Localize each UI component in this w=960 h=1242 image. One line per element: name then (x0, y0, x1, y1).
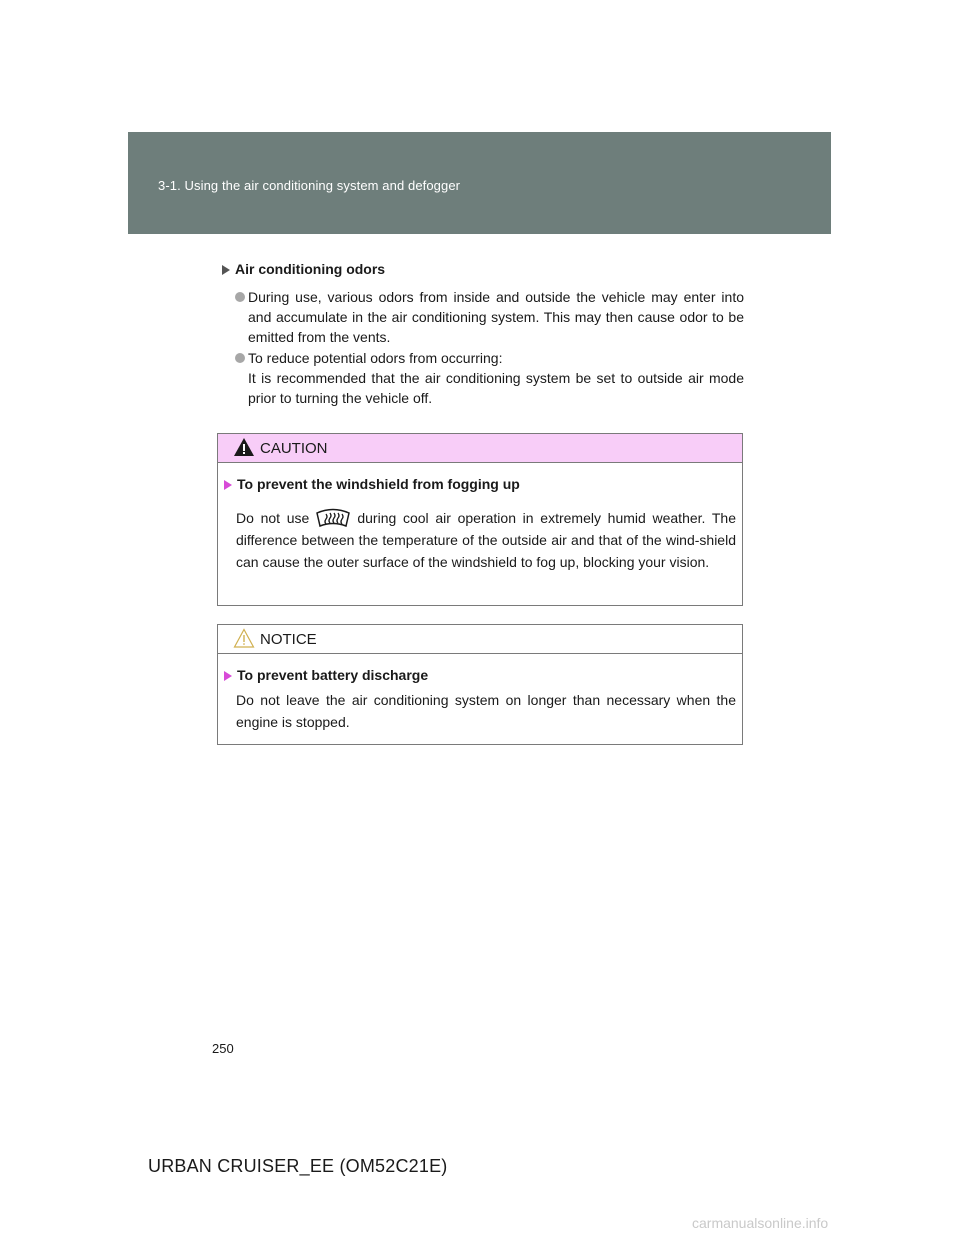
chapter-title: 3-1. Using the air conditioning system and defogger (158, 178, 461, 193)
caution-subheading (224, 476, 520, 492)
chapter-header-bar (128, 132, 831, 234)
caution-body-start: Do not use (236, 510, 310, 526)
notice-subheading-text: To prevent battery discharge (237, 667, 429, 683)
notice-body: Do not leave the air conditioning system on longer than necessary when the engine is stopped. (236, 692, 736, 730)
caution-label: CAUTION (260, 440, 328, 457)
triangle-bullet-icon (224, 480, 232, 490)
odors-bullet-1 (232, 287, 744, 347)
windshield-defogger-icon (313, 507, 353, 529)
notice-header (218, 625, 742, 654)
caution-header (218, 434, 742, 463)
caution-box (217, 433, 743, 606)
odors-heading-text: Air conditioning odors (235, 261, 386, 277)
page-number: 250 (212, 1041, 234, 1056)
odors-bullet-1-text: During use, various odors from inside and outside the vehicle may enter into and accumulate in the air conditioning system. This may then cause odor to be emitted from the vents. (248, 289, 744, 345)
notice-label: NOTICE (260, 631, 317, 648)
odors-bullet-2 (232, 348, 744, 408)
odors-bullet-2-text: To reduce potential odors from occurring: (248, 350, 503, 366)
notice-box (217, 624, 743, 745)
warning-filled-icon (233, 437, 255, 457)
caution-body (236, 507, 736, 573)
dot-bullet-icon (235, 292, 245, 302)
triangle-bullet-icon (224, 671, 232, 681)
triangle-bullet-icon (222, 265, 230, 275)
odors-bullet-2-continuation: It is recommended that the air conditioning system be set to outside air mode prior to turning the vehicle off. (248, 370, 744, 406)
caution-body-rest: during cool air operation in extremely humid weather. The difference between the temperature of the outside air and that of the wind-shield can cause the outer surface of the windshield to fog up, blocking your vision. (236, 510, 736, 570)
watermark: carmanualsonline.info (692, 1215, 829, 1231)
footer-model: URBAN CRUISER_EE (OM52C21E) (148, 1156, 448, 1176)
dot-bullet-icon (235, 353, 245, 363)
odors-heading (222, 261, 385, 277)
warning-outline-icon (233, 628, 255, 648)
notice-subheading (224, 667, 428, 683)
caution-subheading-text: To prevent the windshield from fogging up (237, 476, 520, 492)
